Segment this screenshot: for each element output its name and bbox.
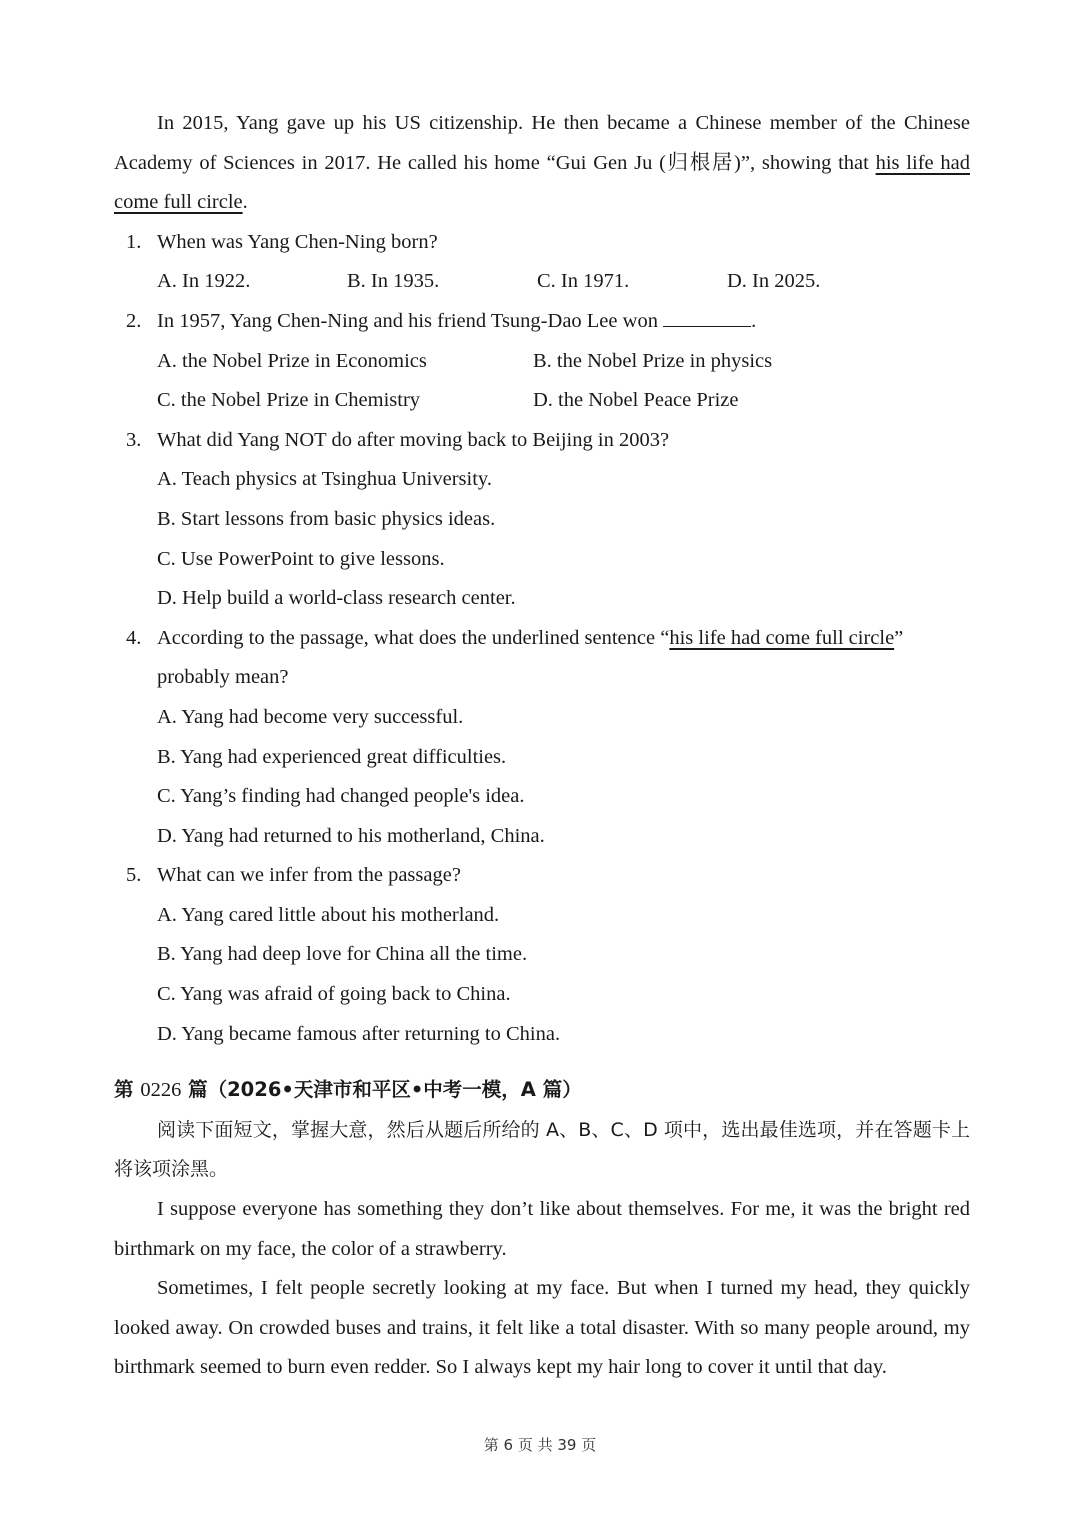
underlined-sentence: his life had come full circle: [114, 151, 970, 214]
option-c: C. Use PowerPoint to give lessons.: [157, 547, 445, 570]
option-d: D. Help build a world-class research center.: [157, 587, 516, 610]
passage-text: In 2015, Yang gave up his US citizenship. He then became a Chinese member of the Chinese Academy of Sciences in 2017. He called his home “Gui Gen Ju (归根居)”, showing that: [114, 112, 970, 174]
option-a: A. Yang cared little about his motherland.: [157, 903, 500, 926]
answer-blank: [663, 308, 751, 327]
heading-number: 0226: [140, 1079, 182, 1102]
option-d: D. In 2025.: [727, 270, 821, 293]
option-b: B. Start lessons from basic physics ideas.: [157, 507, 496, 530]
question-5: [114, 856, 970, 896]
option-b: B. the Nobel Prize in physics: [533, 349, 773, 372]
option-a: A. Teach physics at Tsinghua University.: [157, 468, 492, 491]
question-text: What can we infer from the passage?: [157, 864, 461, 887]
question-2-options-row-1: [114, 342, 970, 382]
page-footer: 第 6 页 共 39 页: [483, 1436, 597, 1454]
question-text: When was Yang Chen-Ning born?: [157, 230, 438, 253]
story-paragraph-2: Sometimes, I felt people secretly looking at my face. But when I turned my head, they quickly looked away. On crowded buses and trains, it felt like a total disaster. With so many people around, my birthmark seemed to burn even redder. So I always kept my hair long to cover it until that day.: [114, 1277, 970, 1379]
underlined-quote: his life had come full circle: [669, 626, 895, 649]
option-c: C. Yang’s finding had changed people's idea.: [157, 785, 525, 808]
option-a: A. the Nobel Prize in Economics: [157, 349, 427, 372]
question-1-options: [114, 262, 970, 302]
option-c: C. In 1971.: [537, 270, 630, 293]
question-number: 5.: [126, 864, 142, 887]
question-text-quote-end: ”: [894, 626, 904, 649]
option-d: D. Yang became famous after returning to China.: [157, 1022, 561, 1045]
option-b: B. Yang had deep love for China all the time.: [157, 943, 528, 966]
question-number: 2.: [126, 309, 142, 332]
question-3: [114, 421, 970, 461]
question-number: 3.: [126, 428, 142, 451]
option-c: C. Yang was afraid of going back to China.: [157, 983, 511, 1006]
option-d: D. Yang had returned to his motherland, China.: [157, 824, 545, 847]
question-1: [114, 223, 970, 263]
option-d: D. the Nobel Peace Prize: [533, 389, 739, 412]
question-4: [114, 619, 970, 659]
option-b: B. Yang had experienced great difficulties.: [157, 745, 507, 768]
option-a: A. Yang had become very successful.: [157, 705, 464, 728]
page-content: [114, 104, 970, 1388]
question-text: According to the passage, what does the underlined sentence “: [157, 626, 670, 649]
heading-prefix: 第: [114, 1078, 134, 1102]
story-paragraph-1: I suppose everyone has something they don’t like about themselves. For me, it was the bright red birthmark on my face, the color of a strawberry.: [114, 1198, 970, 1260]
question-4-continuation: probably mean?: [157, 666, 289, 689]
passage-ending-paragraph: [114, 104, 970, 223]
question-text: In 1957, Yang Chen-Ning and his friend Tsung-Dao Lee won: [157, 309, 658, 332]
section-heading: [114, 1070, 970, 1111]
question-text: What did Yang NOT do after moving back to Beijing in 2003?: [157, 428, 670, 451]
question-2: [114, 302, 970, 342]
heading-rest: 篇（2026•天津市和平区•中考一模，A 篇）: [188, 1078, 582, 1102]
question-2-options-row-2: [114, 381, 970, 421]
option-a: A. In 1922.: [157, 270, 251, 293]
option-b: B. In 1935.: [347, 270, 440, 293]
question-number: 4.: [126, 626, 142, 649]
question-text-end: .: [751, 309, 757, 332]
option-c: C. the Nobel Prize in Chemistry: [157, 389, 421, 412]
passage-text-end: .: [242, 191, 248, 214]
section-instruction: 阅读下面短文，掌握大意，然后从题后所给的 A、B、C、D 项中，选出最佳选项，并在答题卡上将该项涂黑。: [114, 1118, 970, 1181]
question-number: 1.: [126, 230, 142, 253]
